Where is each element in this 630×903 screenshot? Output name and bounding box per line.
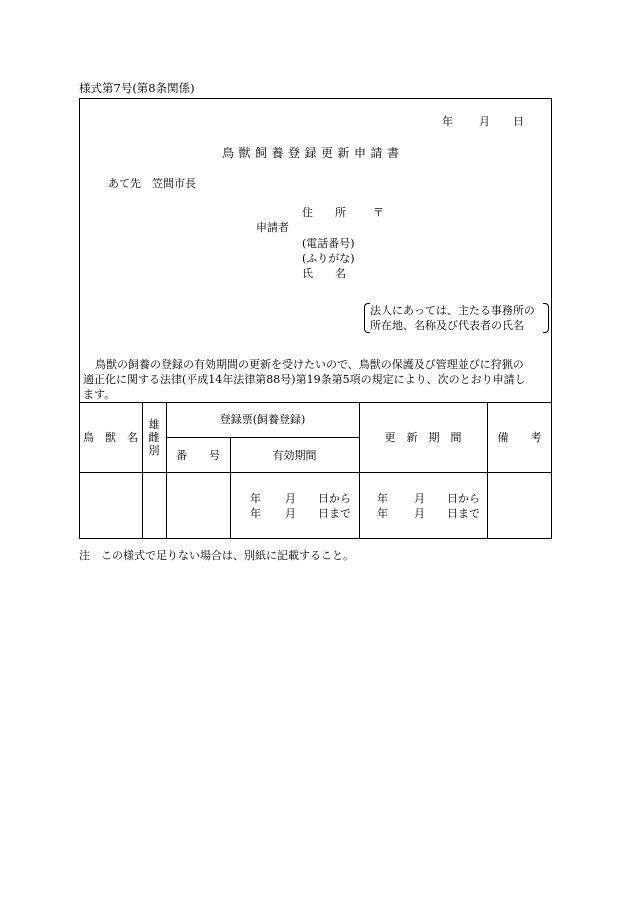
date-month-label: 月 <box>479 115 490 128</box>
form-number: 様式第7号(第8条関係) <box>79 81 195 95</box>
validity-from-day: 日から <box>318 492 351 505</box>
address-label: 住 所 <box>302 206 346 219</box>
date-day-label: 日 <box>513 115 524 128</box>
species-header: 鳥 獣 名 <box>83 431 138 444</box>
validity-to-month: 月 <box>285 507 296 520</box>
validity-to-year: 年 <box>250 507 261 520</box>
addressee: あて先 笠間市長 <box>108 177 196 190</box>
body-text-line2: 適正化に関する法律(平成14年法律第88号)第19条第5項の規定により、次のとおり申請し <box>83 373 526 386</box>
date-year-label: 年 <box>442 115 453 128</box>
note-bracket-right <box>543 303 549 333</box>
renewal-to-year: 年 <box>377 507 388 520</box>
renewal-from-month: 月 <box>414 492 425 505</box>
table-top-border <box>79 402 552 403</box>
postal-mark: 〒 <box>373 206 384 219</box>
registration-sub-border <box>166 437 359 438</box>
number-header: 番 号 <box>176 449 220 462</box>
corporate-note-line1: 法人にあっては、主たる事務所の <box>370 304 535 317</box>
table-header-bottom-border <box>79 472 552 473</box>
sex-header-char-3: 別 <box>148 444 160 457</box>
corporate-note-line2: 所在地、名称及び代表者の氏名 <box>370 319 524 332</box>
validity-from-year: 年 <box>250 492 261 505</box>
footnote: 注 この様式で足りない場合は、別紙に記載すること。 <box>79 549 354 562</box>
remarks-header: 備 考 <box>497 431 542 444</box>
body-text-line1: 鳥獣の飼養の登録の有効期間の更新を受けたいので、鳥獣の保護及び管理並びに狩猟の <box>95 358 524 371</box>
col-divider-4 <box>359 402 360 539</box>
renewal-header: 更 新 期 間 <box>384 431 462 444</box>
furigana-label: (ふりがな) <box>302 252 355 265</box>
sex-header-char-2: 雌 <box>148 431 160 444</box>
validity-from-month: 月 <box>285 492 296 505</box>
applicant-label: 申請者 <box>256 221 289 234</box>
col-divider-5 <box>487 402 488 539</box>
form-title: 鳥獣飼養登録更新申請書 <box>222 146 404 160</box>
name-label: 氏 名 <box>302 267 346 280</box>
validity-header: 有効期間 <box>272 449 317 462</box>
renewal-to-month: 月 <box>414 507 425 520</box>
validity-to-day: 日まで <box>318 507 351 520</box>
body-text-line3: ます。 <box>83 388 116 401</box>
renewal-to-day: 日まで <box>447 507 480 520</box>
renewal-from-year: 年 <box>377 492 388 505</box>
sex-header-char-1: 雄 <box>148 418 160 431</box>
renewal-from-day: 日から <box>447 492 480 505</box>
phone-label: (電話番号) <box>302 237 355 250</box>
registration-header: 登録票(飼養登録) <box>219 413 306 426</box>
